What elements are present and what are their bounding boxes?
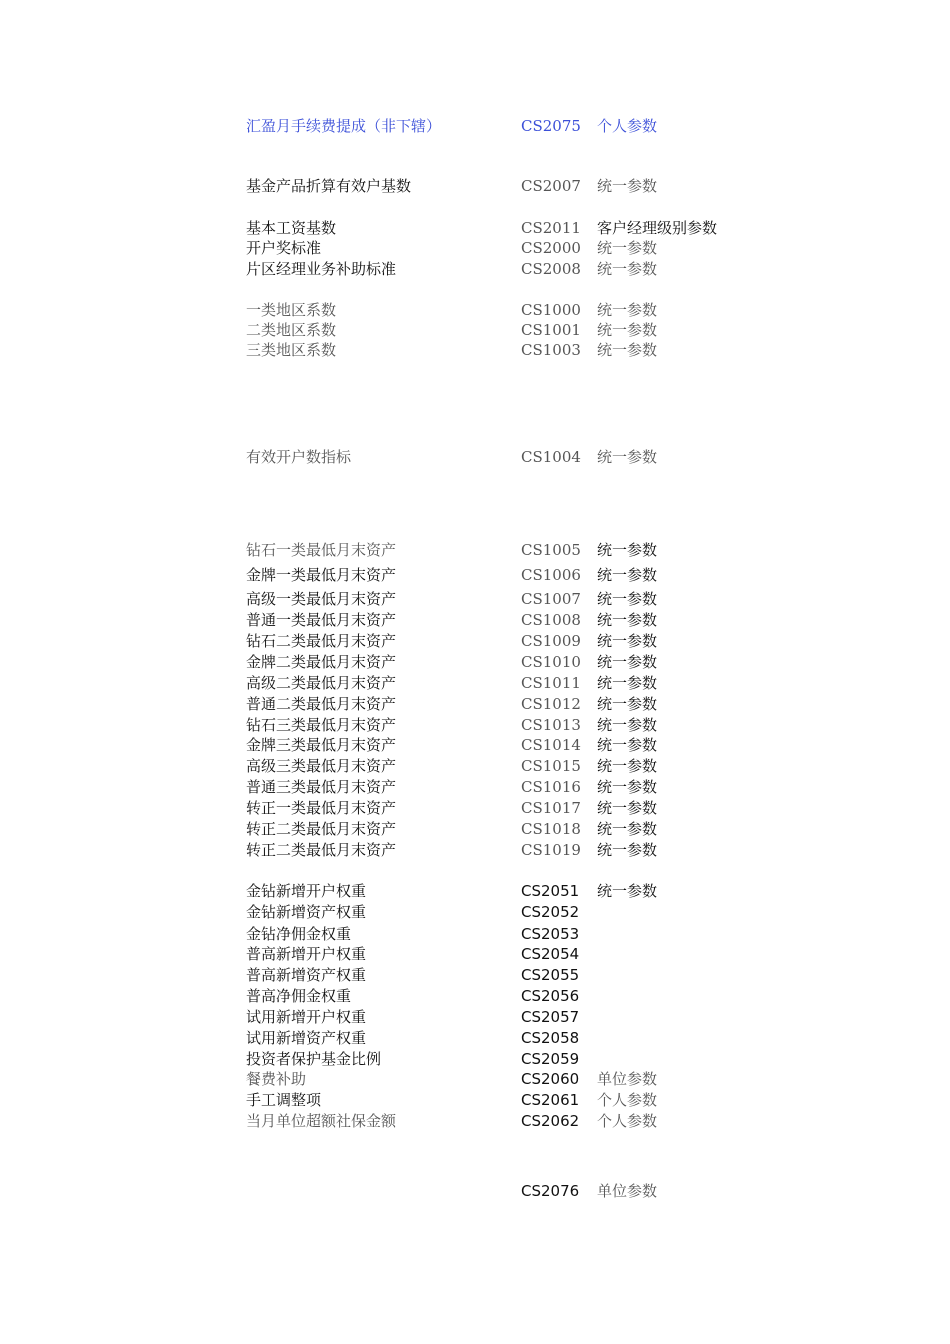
param-name: 基本工资基数	[246, 219, 337, 237]
param-name: 金钻新增资产权重	[246, 903, 367, 921]
param-code: CS1017	[521, 799, 581, 817]
param-code: CS2075	[521, 117, 581, 135]
param-name: 二类地区系数	[246, 321, 337, 339]
param-name: 一类地区系数	[246, 301, 337, 319]
param-code: CS2062	[521, 1112, 580, 1130]
table-row	[0, 756, 950, 776]
table-row	[0, 819, 950, 839]
param-type: 客户经理级别参数	[597, 219, 718, 237]
param-type: 个人参数	[597, 1091, 658, 1109]
table-row	[0, 924, 950, 944]
param-code: CS2058	[521, 1029, 580, 1047]
param-name: 片区经理业务补助标准	[246, 260, 397, 278]
table-row	[0, 652, 950, 672]
param-name: 钻石一类最低月末资产	[246, 541, 397, 559]
param-type: 统一参数	[597, 611, 658, 629]
table-row	[0, 1007, 950, 1027]
param-name: 高级二类最低月末资产	[246, 674, 397, 692]
param-name: 转正二类最低月末资产	[246, 820, 397, 838]
param-code: CS2011	[521, 219, 581, 237]
param-name: 有效开户数指标	[246, 448, 352, 466]
table-row	[0, 1049, 950, 1069]
param-code: CS1001	[521, 321, 581, 339]
param-code: CS2060	[521, 1070, 580, 1088]
table-row	[0, 1069, 950, 1089]
table-row	[0, 673, 950, 693]
param-type: 统一参数	[597, 260, 658, 278]
param-name: 当月单位超额社保金额	[246, 1112, 397, 1130]
param-code: CS2053	[521, 925, 580, 943]
table-row	[0, 340, 950, 360]
param-code: CS2052	[521, 903, 580, 921]
param-code: CS2054	[521, 945, 580, 963]
table-row	[0, 589, 950, 609]
param-code: CS2051	[521, 882, 580, 900]
param-name: 普高净佣金权重	[246, 987, 352, 1005]
param-code: CS2055	[521, 966, 580, 984]
table-row	[0, 881, 950, 901]
param-type: 统一参数	[597, 321, 658, 339]
param-code: CS1013	[521, 716, 581, 734]
param-type: 统一参数	[597, 799, 658, 817]
table-row	[0, 986, 950, 1006]
param-type: 统一参数	[597, 736, 658, 754]
param-type: 个人参数	[597, 117, 658, 135]
param-name: 三类地区系数	[246, 341, 337, 359]
param-name: 投资者保护基金比例	[246, 1050, 382, 1068]
param-type: 统一参数	[597, 301, 658, 319]
table-row	[0, 116, 950, 136]
param-name: 金牌三类最低月末资产	[246, 736, 397, 754]
param-code: CS2007	[521, 177, 581, 195]
param-name: 普高新增开户权重	[246, 945, 367, 963]
table-row	[0, 1090, 950, 1110]
param-name: 钻石三类最低月末资产	[246, 716, 397, 734]
param-name: 金钻净佣金权重	[246, 925, 352, 943]
table-row	[0, 540, 950, 560]
table-row	[0, 218, 950, 238]
param-type: 统一参数	[597, 674, 658, 692]
param-code: CS1005	[521, 541, 581, 559]
param-name: 汇盈月手续费提成（非下辖）	[246, 117, 442, 135]
table-row	[0, 735, 950, 755]
param-name: 试用新增开户权重	[246, 1008, 367, 1026]
param-type: 统一参数	[597, 341, 658, 359]
param-type: 单位参数	[597, 1182, 658, 1200]
param-type: 统一参数	[597, 820, 658, 838]
param-code: CS1018	[521, 820, 581, 838]
param-code: CS1006	[521, 566, 581, 584]
param-type: 统一参数	[597, 778, 658, 796]
param-name: 高级三类最低月末资产	[246, 757, 397, 775]
table-row	[0, 715, 950, 735]
param-name: 金钻新增开户权重	[246, 882, 367, 900]
table-row	[0, 1028, 950, 1048]
table-row	[0, 565, 950, 585]
table-row	[0, 902, 950, 922]
param-type: 统一参数	[597, 757, 658, 775]
table-row	[0, 320, 950, 340]
param-code: CS1004	[521, 448, 581, 466]
param-code: CS1000	[521, 301, 581, 319]
table-row	[0, 1181, 950, 1201]
param-type: 统一参数	[597, 566, 658, 584]
table-row	[0, 447, 950, 467]
param-code: CS2076	[521, 1182, 580, 1200]
param-code: CS1011	[521, 674, 581, 692]
param-code: CS1015	[521, 757, 581, 775]
param-name: 转正二类最低月末资产	[246, 841, 397, 859]
param-name: 普通二类最低月末资产	[246, 695, 397, 713]
param-type: 统一参数	[597, 239, 658, 257]
table-row	[0, 259, 950, 279]
param-name: 普高新增资产权重	[246, 966, 367, 984]
table-row	[0, 840, 950, 860]
param-name: 普通一类最低月末资产	[246, 611, 397, 629]
table-row	[0, 610, 950, 630]
param-type: 统一参数	[597, 590, 658, 608]
table-row	[0, 798, 950, 818]
param-code: CS2057	[521, 1008, 580, 1026]
param-name: 普通三类最低月末资产	[246, 778, 397, 796]
param-type: 统一参数	[597, 716, 658, 734]
param-name: 试用新增资产权重	[246, 1029, 367, 1047]
table-row	[0, 777, 950, 797]
param-type: 统一参数	[597, 653, 658, 671]
param-name: 手工调整项	[246, 1091, 322, 1109]
table-row	[0, 631, 950, 651]
param-name: 开户奖标准	[246, 239, 322, 257]
table-row	[0, 238, 950, 258]
param-code: CS1007	[521, 590, 581, 608]
param-code: CS1012	[521, 695, 581, 713]
param-code: CS1019	[521, 841, 581, 859]
table-row	[0, 965, 950, 985]
param-code: CS1010	[521, 653, 581, 671]
param-name: 钻石二类最低月末资产	[246, 632, 397, 650]
param-code: CS1003	[521, 341, 581, 359]
param-code: CS1014	[521, 736, 581, 754]
param-name: 金牌一类最低月末资产	[246, 566, 397, 584]
param-type: 统一参数	[597, 632, 658, 650]
param-code: CS2059	[521, 1050, 580, 1068]
param-name: 高级一类最低月末资产	[246, 590, 397, 608]
param-name: 转正一类最低月末资产	[246, 799, 397, 817]
table-row	[0, 300, 950, 320]
param-code: CS2008	[521, 260, 581, 278]
param-name: 基金产品折算有效户基数	[246, 177, 412, 195]
param-type: 统一参数	[597, 695, 658, 713]
param-name: 金牌二类最低月末资产	[246, 653, 397, 671]
param-name: 餐费补助	[246, 1070, 307, 1088]
param-code: CS1016	[521, 778, 581, 796]
param-code: CS2000	[521, 239, 581, 257]
param-code: CS1008	[521, 611, 581, 629]
table-row	[0, 694, 950, 714]
param-type: 个人参数	[597, 1112, 658, 1130]
param-type: 统一参数	[597, 882, 658, 900]
param-code: CS2061	[521, 1091, 580, 1109]
param-type: 统一参数	[597, 841, 658, 859]
param-type: 单位参数	[597, 1070, 658, 1088]
table-row	[0, 1111, 950, 1131]
table-row	[0, 944, 950, 964]
param-type: 统一参数	[597, 177, 658, 195]
param-code: CS2056	[521, 987, 580, 1005]
table-row	[0, 176, 950, 196]
param-type: 统一参数	[597, 448, 658, 466]
param-type: 统一参数	[597, 541, 658, 559]
param-code: CS1009	[521, 632, 581, 650]
